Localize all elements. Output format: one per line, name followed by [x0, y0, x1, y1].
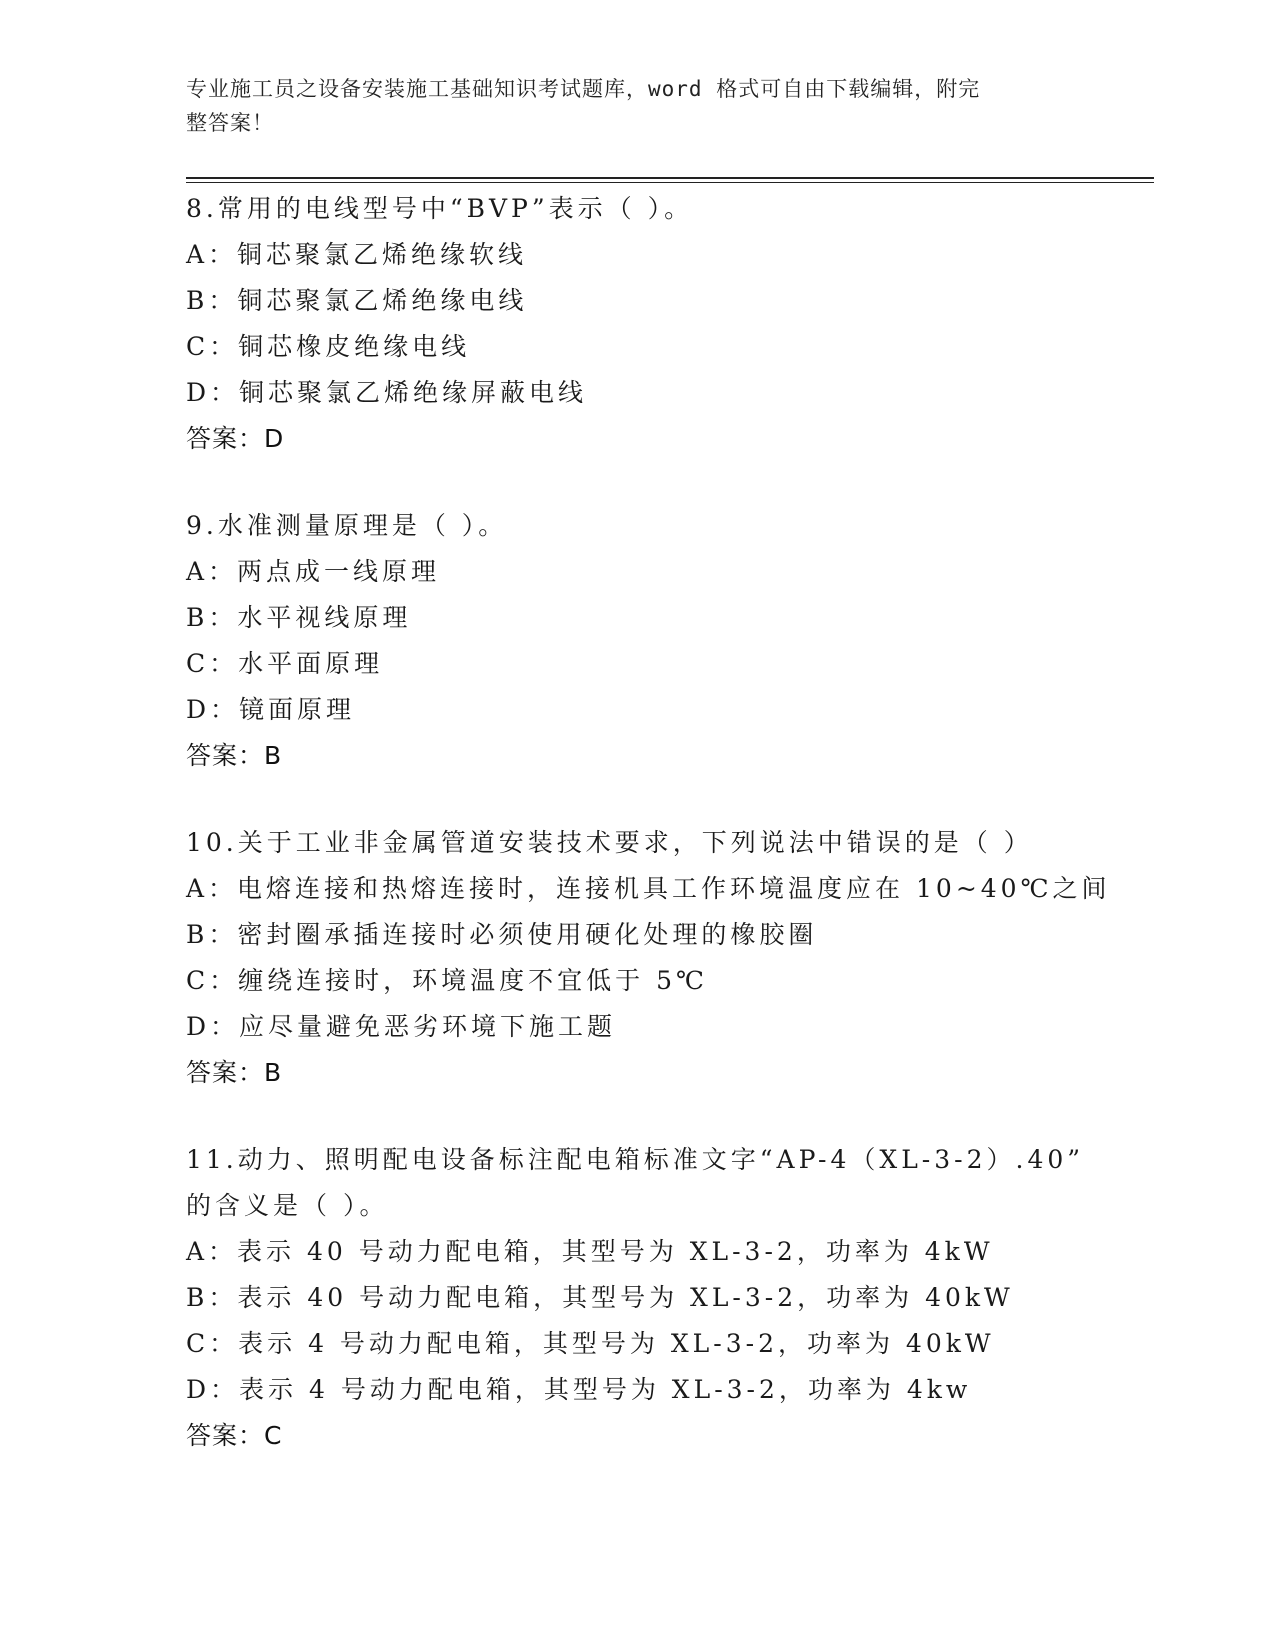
question-stem: 9.水准测量原理是（ ）。	[186, 511, 508, 540]
question-8	[186, 186, 1146, 462]
option-c: C：铜芯橡皮绝缘电线	[186, 332, 471, 361]
answer-label: 答案：B	[186, 1058, 283, 1087]
option-b: B：铜芯聚氯乙烯绝缘电线	[186, 286, 528, 315]
header-line-2: 整答案！	[186, 111, 274, 135]
option-a: A：两点成一线原理	[186, 557, 441, 586]
question-9	[186, 503, 1146, 779]
answer-label: 答案：C	[186, 1421, 283, 1450]
question-11	[186, 1137, 1146, 1459]
option-c: C：表示 4 号动力配电箱，其型号为 XL-3-2，功率为 40kW	[186, 1329, 995, 1358]
document-header	[186, 72, 1066, 140]
question-stem: 8.常用的电线型号中“BVP”表示（ ）。	[186, 194, 694, 223]
answer-label: 答案：D	[186, 424, 285, 453]
header-divider-thick	[186, 177, 1154, 179]
header-divider-thin	[186, 182, 1154, 183]
question-stem: 10.关于工业非金属管道安装技术要求，下列说法中错误的是（ ）	[186, 828, 1033, 857]
option-d: D：镜面原理	[186, 695, 356, 724]
option-d: D：铜芯聚氯乙烯绝缘屏蔽电线	[186, 378, 588, 407]
question-stem-line-2: 的含义是（ ）。	[186, 1191, 389, 1220]
question-stem-line-1: 11.动力、照明配电设备标注配电箱标准文字“AP-4（XL-3-2）.40”	[186, 1145, 1085, 1174]
question-10	[186, 820, 1146, 1096]
option-b: B：水平视线原理	[186, 603, 412, 632]
option-b: B：密封圈承插连接时必须使用硬化处理的橡胶圈	[186, 920, 818, 949]
header-line-1: 专业施工员之设备安装施工基础知识考试题库，word 格式可自由下载编辑，附完	[186, 77, 981, 101]
option-b: B：表示 40 号动力配电箱，其型号为 XL-3-2，功率为 40kW	[186, 1283, 1014, 1312]
answer-label: 答案：B	[186, 741, 283, 770]
option-a: A：铜芯聚氯乙烯绝缘软线	[186, 240, 528, 269]
option-a: A：表示 40 号动力配电箱，其型号为 XL-3-2，功率为 4kW	[186, 1237, 994, 1266]
option-d: D：表示 4 号动力配电箱，其型号为 XL-3-2，功率为 4kw	[186, 1375, 972, 1404]
option-c: C：水平面原理	[186, 649, 384, 678]
option-d: D：应尽量避免恶劣环境下施工题	[186, 1012, 617, 1041]
option-c: C：缠绕连接时，环境温度不宜低于 5℃	[186, 966, 708, 995]
question-list	[186, 186, 1146, 1500]
option-a: A：电熔连接和热熔连接时，连接机具工作环境温度应在 10~40℃之间	[186, 874, 1111, 903]
